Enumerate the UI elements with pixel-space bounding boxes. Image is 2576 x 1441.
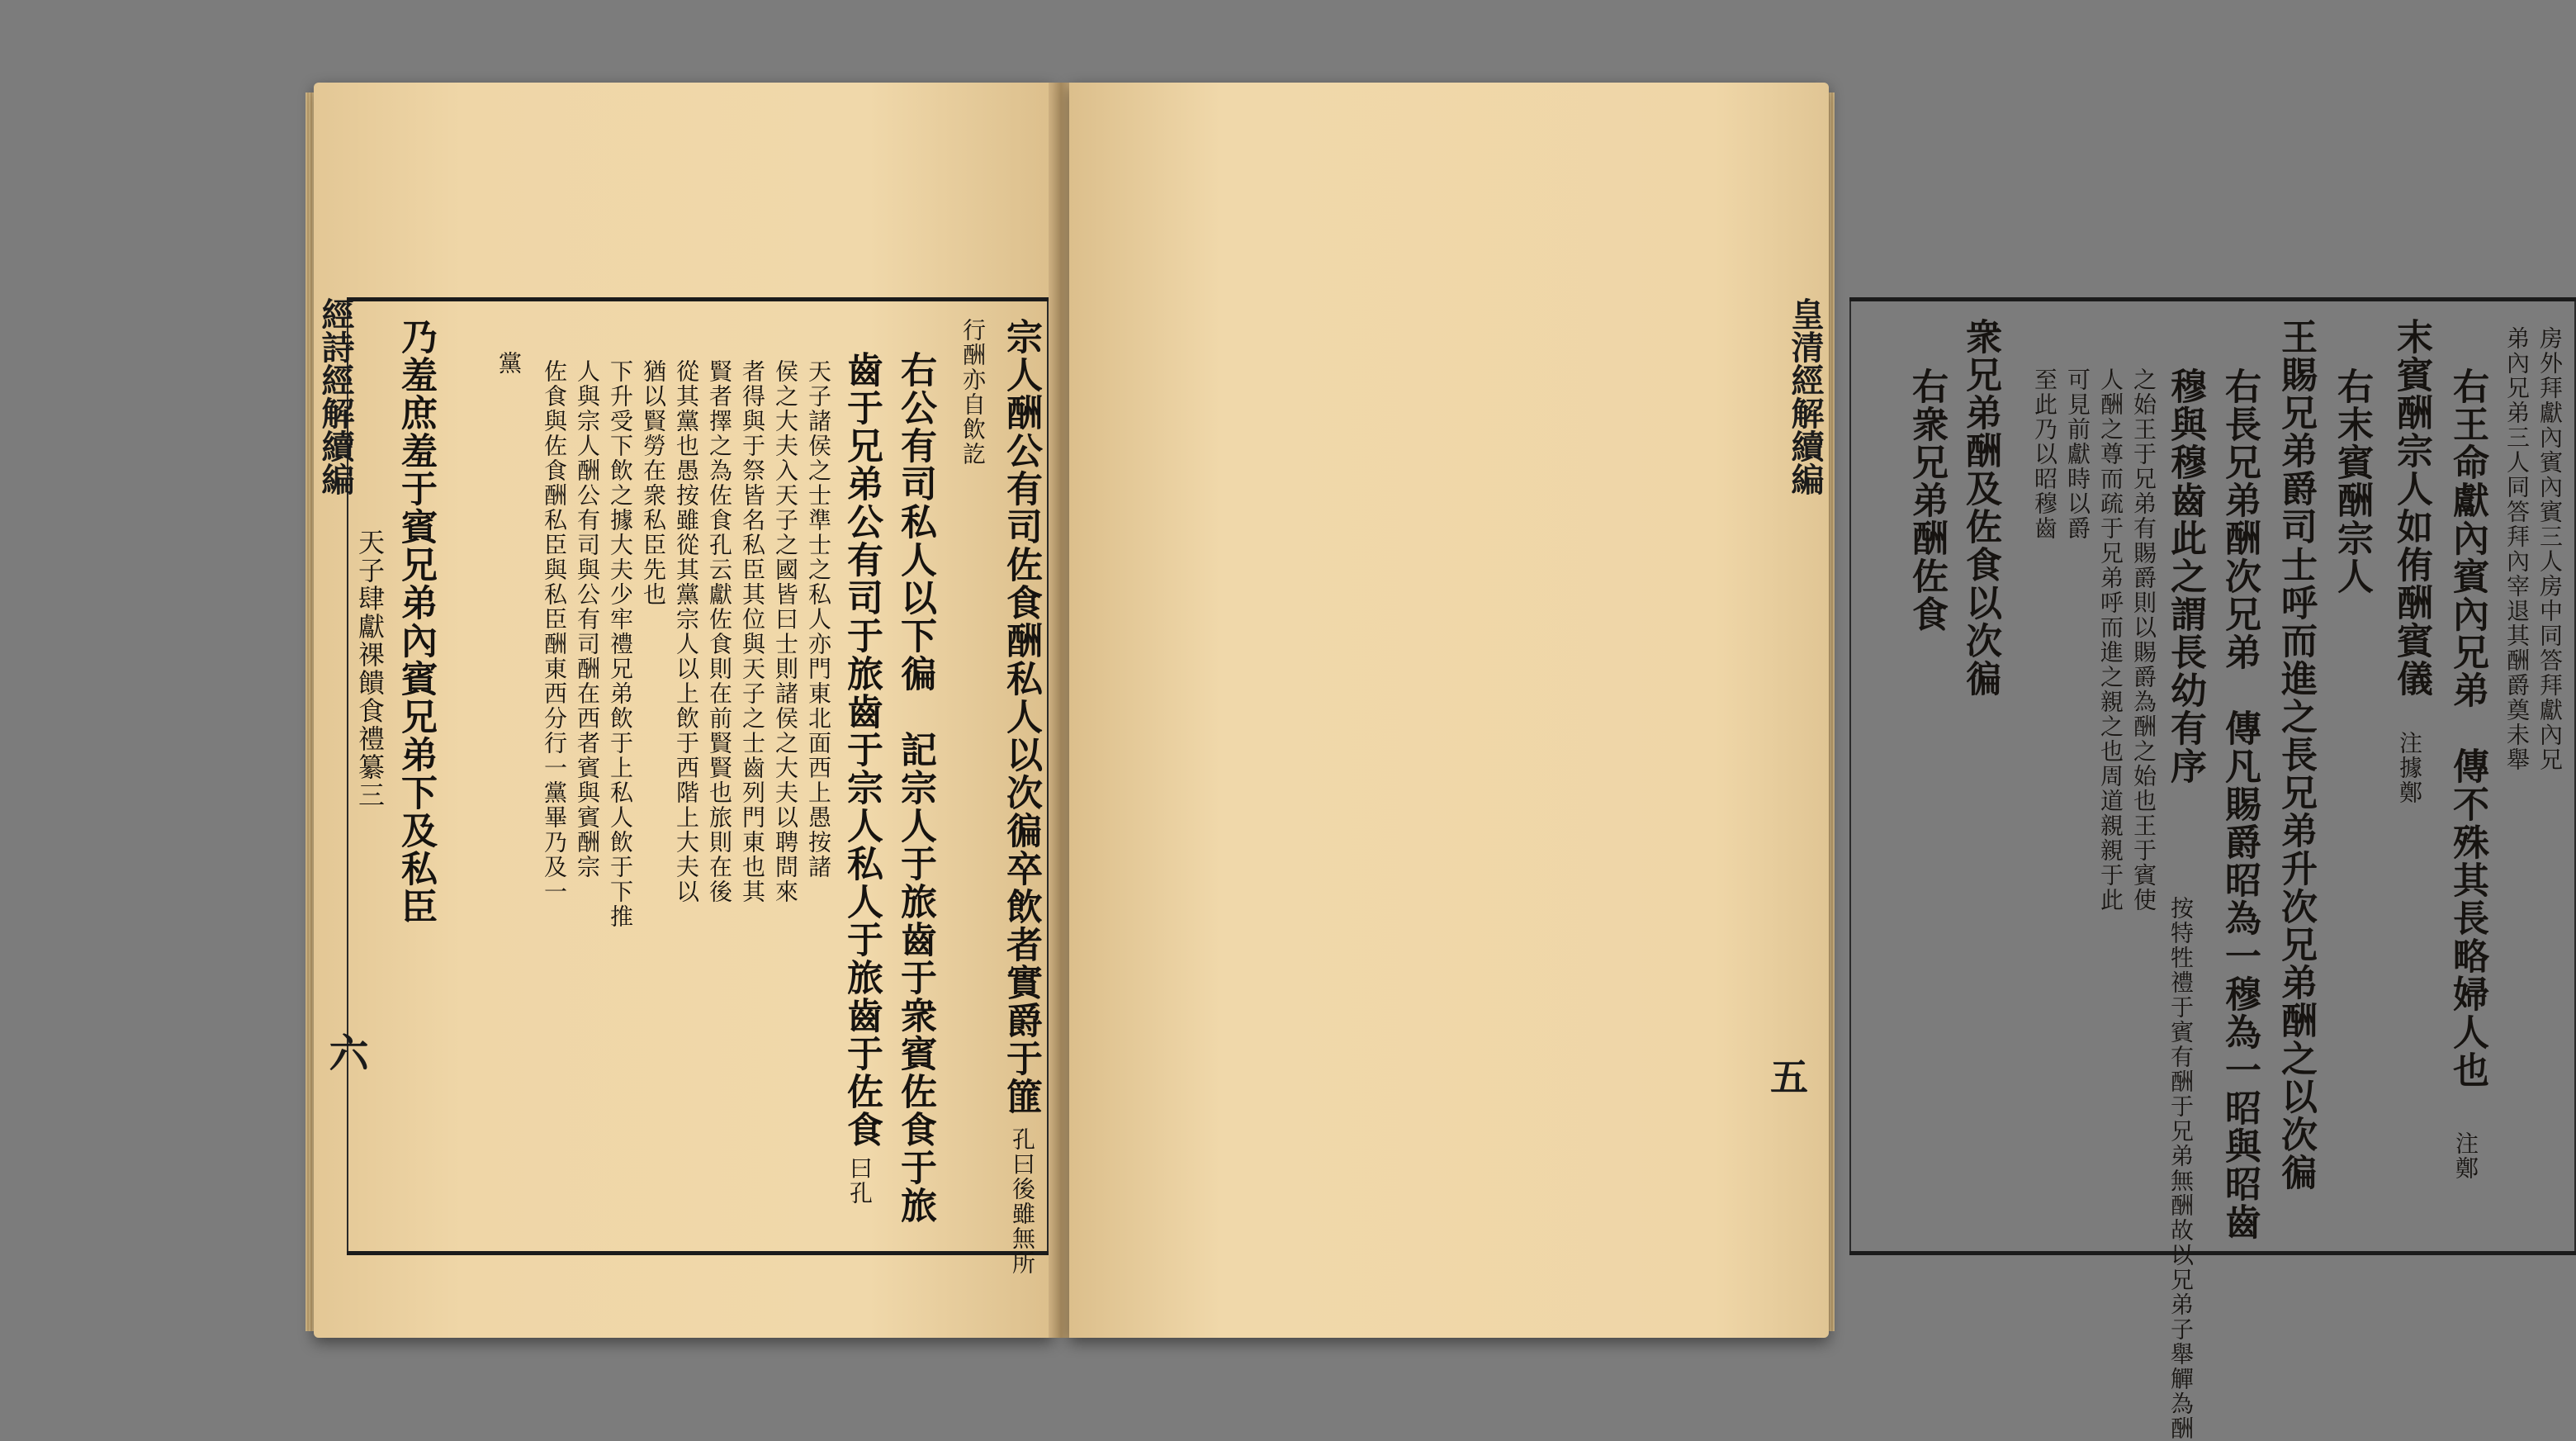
left-col-6: 侯之大夫入天子之國皆曰士則諸侯之大夫以聘問來 xyxy=(772,359,799,904)
left-col-1-note: 孔曰後雖無所 xyxy=(1009,1127,1036,1276)
right-col-9: 之始王于兄弟有賜爵則以賜爵為酬之始也王于賓使 xyxy=(2130,367,2157,912)
right-col-12: 至此乃以昭穆齒 xyxy=(2031,367,2058,541)
left-col-4: 齒于兄弟公有司于旅齒于宗人私人于旅齒于佐食 xyxy=(841,351,883,1149)
left-col-1: 宗人酬公有司佐食酬私人以次徧卒飲者實爵于篚 xyxy=(1000,318,1042,1116)
left-col-2: 行酬亦自飲訖 xyxy=(959,318,987,467)
left-margin-title: 經詩經解續編 xyxy=(316,297,355,495)
right-col-8-note: 按特牲禮于賓有酬于兄弟無酬故以兄弟子舉觶為酬 xyxy=(2167,896,2195,1441)
left-leaf-number: 六 xyxy=(322,1032,368,1072)
right-col-3: 右王命獻內賓內兄弟 傳不殊其長略婦人也 xyxy=(2446,367,2488,1089)
right-text-frame xyxy=(1849,297,2576,1441)
left-page xyxy=(314,83,1053,1338)
left-col-11: 下升受下飲之據大夫少牢禮兄弟飲于上私人飲于下推 xyxy=(607,359,634,929)
left-col-3: 右公有司私人以下徧 記宗人于旅齒于衆賓佐食于旅 xyxy=(894,351,936,1225)
left-margin-subtitle: 天子肆獻祼饋食禮纂三 xyxy=(354,529,386,809)
right-col-1: 房外拜獻內賓內賓三人房中同答拜獻內兄 xyxy=(2536,326,2564,772)
left-col-9: 從其黨也愚按雖從其黨宗人以上飲于西階上大夫以 xyxy=(673,359,700,904)
left-col-10: 猶以賢勞在衆私臣先也 xyxy=(640,359,667,607)
right-leaf-number: 五 xyxy=(1764,1057,1809,1095)
right-col-2: 弟內兄弟三人同答拜內宰退其酬爵奠未舉 xyxy=(2503,326,2531,772)
open-book xyxy=(305,83,2564,1441)
right-col-6: 王賜兄弟爵司士呼而進之長兄弟升次兄弟酬之以次徧 xyxy=(2275,318,2317,1192)
right-col-3-note: 注鄭 xyxy=(2452,1131,2479,1181)
left-col-5: 天子諸侯之士準士之私人亦門東北面西上愚按諸 xyxy=(805,359,832,879)
right-col-7: 右長兄弟酬次兄弟 傳凡賜爵昭為一穆為一昭與昭齒 xyxy=(2218,367,2261,1241)
right-col-10: 人酬之尊而疏于兄弟呼而進之親之也周道親親于此 xyxy=(2097,367,2124,912)
right-col-14: 右衆兄弟酬佐食 xyxy=(1906,367,1948,633)
right-page xyxy=(1069,83,2564,1441)
right-col-5: 右末賓酬宗人 xyxy=(2331,367,2373,595)
left-col-12: 人與宗人酬公有司與公有司酬在西者賓與賓酬宗 xyxy=(574,359,601,879)
right-margin-title: 皇清經解續編 xyxy=(1786,297,1825,495)
left-text-frame xyxy=(347,297,1049,1276)
right-col-11: 可見前獻時以爵 xyxy=(2064,367,2091,541)
left-col-13: 佐食與佐食酬私臣與私臣酬東西分行一黨畢乃及一 xyxy=(541,359,568,904)
left-col-8: 賢者擇之為佐食孔云獻佐食則在前賢賢也旅則在後 xyxy=(706,359,733,904)
left-col-15: 乃羞庶羞于賓兄弟內賓兄弟下及私臣 xyxy=(395,318,437,926)
right-col-4-note: 注據鄭 xyxy=(2396,731,2423,805)
right-col-8: 穆與穆齒此之謂長幼有序 xyxy=(2164,367,2206,785)
left-col-4-note: 曰孔 xyxy=(846,1156,874,1206)
left-col-7: 者得與于祭皆名私臣其位與天子之士齒列門東也其 xyxy=(739,359,766,904)
right-col-13: 衆兄弟酬及佐食以次徧 xyxy=(1959,318,2001,698)
left-col-14: 黨 xyxy=(495,351,523,376)
right-col-4: 末賓酬宗人如侑酬賓儀 xyxy=(2390,318,2432,698)
frame-rule xyxy=(1849,301,1851,1251)
